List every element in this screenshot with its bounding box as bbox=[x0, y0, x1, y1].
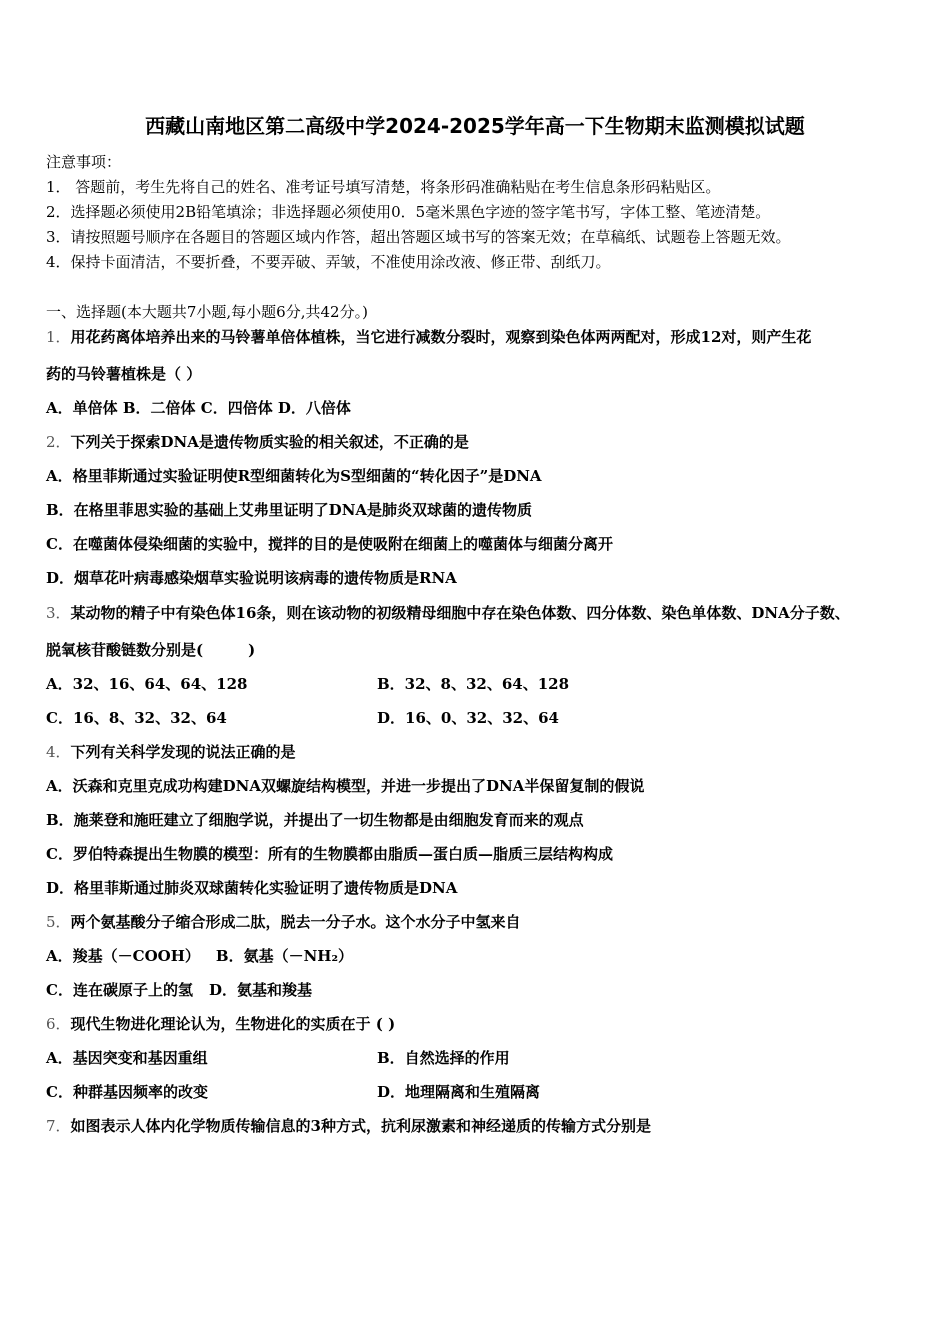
option-d: D．地理隔离和生殖隔离 bbox=[377, 1083, 541, 1101]
question-number: 3． bbox=[46, 604, 71, 622]
question-7 bbox=[46, 1116, 651, 1136]
question-number: 5． bbox=[46, 913, 71, 931]
option-d: D．16、0、32、32、64 bbox=[377, 709, 559, 727]
section-heading: 一、选择题(本大题共7小题,每小题6分,共42分。) bbox=[46, 303, 368, 321]
option-d: D．氨基和羧基 bbox=[208, 981, 312, 999]
question-stem: 某动物的精子中有染色体16条，则在该动物的初级精母细胞中存在染色体数、四分体数、染色单体数、DNA分子数、 bbox=[70, 604, 850, 622]
question-number: 4． bbox=[46, 743, 71, 761]
question-3 bbox=[46, 603, 850, 623]
option-a: A．32、16、64、64、128 bbox=[46, 675, 248, 693]
option-b: B．32、8、32、64、128 bbox=[377, 675, 570, 693]
option-a: A．羧基（－COOH） bbox=[46, 947, 200, 965]
question-number: 2． bbox=[46, 433, 71, 451]
question-number: 6． bbox=[46, 1015, 71, 1033]
option-b: B．自然选择的作用 bbox=[377, 1049, 510, 1067]
option-c: C．16、8、32、32、64 bbox=[46, 709, 227, 727]
option-d: D．烟草花叶病毒感染烟草实验说明该病毒的遗传物质是RNA bbox=[46, 569, 457, 587]
question-5-options-row-1 bbox=[46, 946, 353, 966]
option-d: D．格里菲斯通过肺炎双球菌转化实验证明了遗传物质是DNA bbox=[46, 879, 458, 897]
option-b: B．氨基（－NH₂） bbox=[215, 947, 354, 965]
question-6 bbox=[46, 1014, 395, 1034]
option-b: B．在格里菲思实验的基础上艾弗里证明了DNA是肺炎双球菌的遗传物质 bbox=[46, 501, 533, 519]
question-1 bbox=[46, 327, 811, 347]
option-a: A．沃森和克里克成功构建DNA双螺旋结构模型，并进一步提出了DNA半保留复制的假说 bbox=[46, 777, 645, 795]
question-5-options-row-2 bbox=[46, 980, 312, 1000]
question-4 bbox=[46, 742, 296, 762]
notice-item-3: 3．请按照题号顺序在各题目的答题区域内作答，超出答题区域书写的答案无效；在草稿纸、试题卷上答题无效。 bbox=[46, 228, 791, 246]
question-5 bbox=[46, 912, 521, 932]
question-stem: 如图表示人体内化学物质传输信息的3种方式，抗利尿激素和神经递质的传输方式分别是 bbox=[70, 1117, 651, 1135]
question-stem: 现代生物进化理论认为，生物进化的实质在于 ( ) bbox=[70, 1015, 396, 1033]
question-2 bbox=[46, 432, 469, 452]
notice-item-1: 1． 答题前，考生先将自己的姓名、准考证号填写清楚，将条形码准确粘贴在考生信息条形码粘贴区。 bbox=[46, 178, 721, 196]
option-c: C．罗伯特森提出生物膜的模型：所有的生物膜都由脂质—蛋白质—脂质三层结构构成 bbox=[46, 845, 613, 863]
option-a: A．基因突变和基因重组 bbox=[46, 1049, 208, 1067]
option-c: C．在噬菌体侵染细菌的实验中，搅拌的目的是使吸附在细菌上的噬菌体与细菌分离开 bbox=[46, 535, 613, 553]
option-a: A．格里菲斯通过实验证明使R型细菌转化为S型细菌的“转化因子”是DNA bbox=[46, 467, 542, 485]
question-1-options: A．单倍体 B．二倍体 C．四倍体 D．八倍体 bbox=[46, 399, 351, 417]
question-stem: 下列关于探索DNA是遗传物质实验的相关叙述，不正确的是 bbox=[70, 433, 469, 451]
question-3-stem-cont: 脱氧核苷酸链数分别是( ) bbox=[46, 641, 256, 659]
question-1-stem-cont: 药的马铃薯植株是（ ） bbox=[46, 365, 202, 383]
page-title: 西藏山南地区第二高级中学2024-2025学年高一下生物期末监测模拟试题 bbox=[145, 114, 805, 138]
option-b: B．施莱登和施旺建立了细胞学说，并提出了一切生物都是由细胞发育而来的观点 bbox=[46, 811, 584, 829]
notice-item-2: 2．选择题必须使用2B铅笔填涂；非选择题必须使用0．5毫米黑色字迹的签字笔书写，字体工整、笔迹清楚。 bbox=[46, 203, 771, 221]
question-stem: 下列有关科学发现的说法正确的是 bbox=[70, 743, 296, 761]
question-stem: 用花药离体培养出来的马铃薯单倍体植株，当它进行减数分裂时，观察到染色体两两配对，形成12对，则产生花 bbox=[70, 328, 812, 346]
option-c: C．种群基因频率的改变 bbox=[46, 1083, 208, 1101]
option-c: C．连在碳原子上的氢 bbox=[46, 981, 193, 999]
question-number: 1． bbox=[46, 328, 71, 346]
question-stem: 两个氨基酸分子缩合形成二肽，脱去一分子水。这个水分子中氢来自 bbox=[70, 913, 521, 931]
notice-item-4: 4．保持卡面清洁，不要折叠，不要弄破、弄皱，不准使用涂改液、修正带、刮纸刀。 bbox=[46, 253, 611, 271]
notice-heading: 注意事项： bbox=[46, 153, 122, 171]
question-number: 7． bbox=[46, 1117, 71, 1135]
